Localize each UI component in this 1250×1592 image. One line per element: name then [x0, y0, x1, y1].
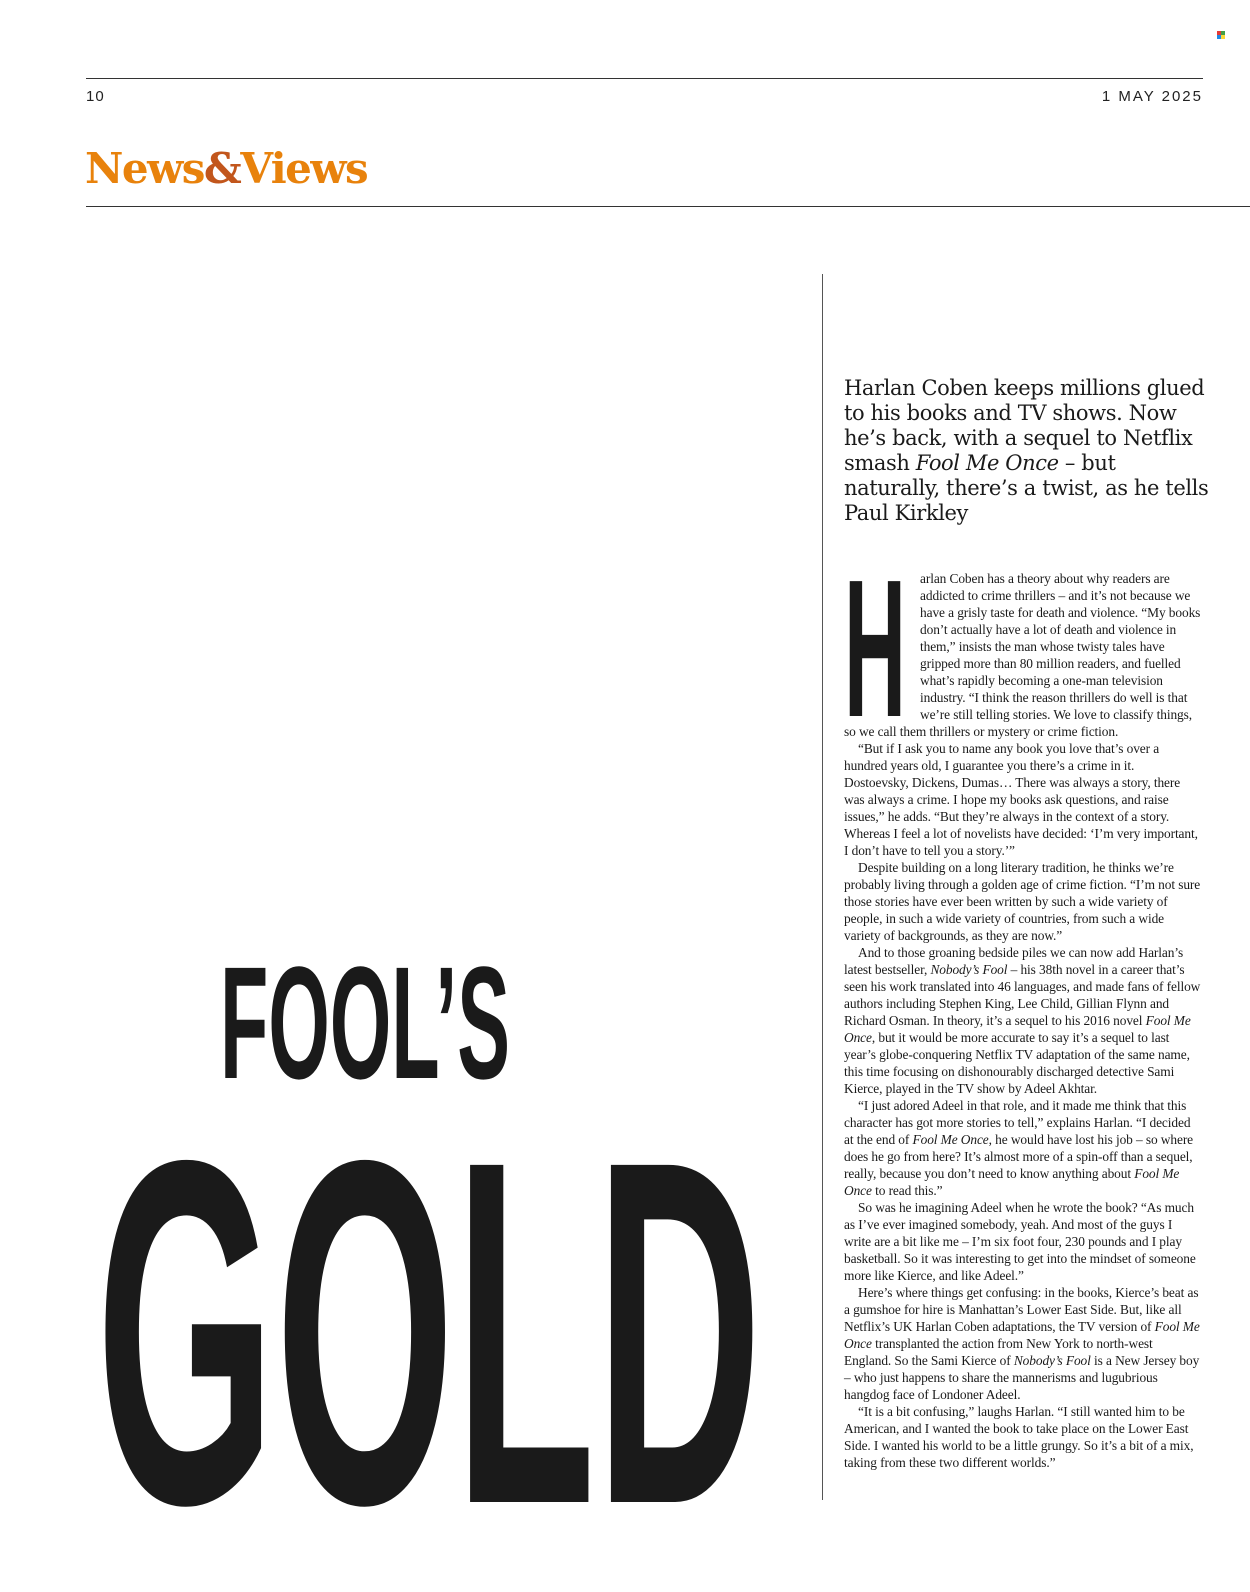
column-divider: [822, 274, 823, 1500]
article-paragraph: “I just adored Adeel in that role, and it made me think that this character has got more stories to tell,” explains Harlan. “I decided at the end of Fool Me Once, he would have lost his job – so where does he go from here? It’s almost more of a spin-off than a sequel, really, because you don’t need to know anything about Fool Me Once to read this.”: [844, 1098, 1194, 1198]
headline-line-2: GOLD: [96, 1058, 762, 1592]
section-title-news: News: [85, 144, 204, 193]
page-number: 10: [86, 88, 105, 105]
article-paragraph: Despite building on a long literary tradition, he thinks we’re probably living through a golden age of crime fiction. “I’m not sure those stories have ever been written by such a wide variety of people, in such a wide variety of countries, from such a wide variety of backgrounds, as they are now.”: [844, 860, 1201, 943]
standfirst-show-title: Fool Me Once: [915, 451, 1059, 475]
print-registration-mark: [1217, 31, 1225, 39]
article-paragraph: “But if I ask you to name any book you love that’s over a hundred years old, I guarantee you there’s a crime in it. Dostoevsky, Dickens, Dumas… There was always a story, there was always a crime. I hope my books ask questions, and raise issues,” he adds. “But they’re always in the context of a story. Whereas I feel a lot of novelists have decided: ‘I’m very important, I don’t have to tell you a story.’”: [844, 741, 1198, 858]
article-paragraph: H arlan Coben has a theory about why readers are addicted to crime thrillers – and it’s not because we have a grisly taste for death and violence. “My books don’t actually have a lot of death and violence in them,” insists the man whose twisty tales have gripped more than 80 million readers, and fuelled what’s rapidly becoming a one-man television industry. “I think the reason thrillers do well is that we’re still telling stories. We love to classify things, so we call them thrillers or mystery or crime fiction.: [844, 570, 1202, 740]
article-paragraph: And to those groaning bedside piles we can now add Harlan’s latest bestseller, Nobody’s Fool – his 38th novel in a career that’s seen his work translated into 46 languages, and made fans of fellow authors including Stephen King, Lee Child, Gillian Flynn and Richard Osman. In theory, it’s a sequel to his 2016 novel Fool Me Once, but it would be more accurate to say it’s a sequel to last year’s globe-conquering Netflix TV adaptation of the same name, this time focusing on dishonourably discharged detective Sami Kierce, played in the TV show by Adeel Akhtar.: [844, 945, 1201, 1096]
headline-line-1: FOOL’S: [220, 933, 510, 1112]
article-paragraph: Here’s where things get confusing: in the books, Kierce’s beat as a gumshoe for hire is Manhattan’s Lower East Side. But, like all Netflix’s UK Harlan Coben adaptations, the TV version of Fool Me Once transplanted the action from New York to north-west England. So the Sami Kierce of Nobody’s Fool is a New Jersey boy – who just happens to share the mannerisms and lugubrious hangdog face of Londoner Adeel.: [844, 1285, 1200, 1402]
drop-cap: [844, 572, 906, 718]
article-body: [844, 570, 1202, 1471]
section-title-views: Views: [240, 144, 368, 193]
section-title-ampersand: &: [203, 144, 241, 193]
article-paragraph: So was he imagining Adeel when he wrote the book? “As much as I’ve ever imagined somebody, yeah. And most of the guys I write are a bit like me – I’m six foot four, 230 pounds and I play basketball. So it was interesting to get into the mindset of someone more like Kierce, and like Adeel.”: [844, 1200, 1196, 1283]
issue-date: 1 MAY 2025: [1101, 88, 1203, 105]
svg-text:H: H: [844, 572, 906, 718]
standfirst: Harlan Coben keeps millions glued to his books and TV shows. Now he’s back, with a sequel to Netflix smash Fool Me Once – but naturally, there’s a twist, as he tells Paul Kirkley: [844, 376, 1209, 525]
article-paragraph: “It is a bit confusing,” laughs Harlan. “I still wanted him to be American, and I wanted the book to take place on the Lower East Side. I wanted his world to be a little grungy. So it’s a bit of a mix, taking from these two different worlds.”: [844, 1404, 1194, 1470]
